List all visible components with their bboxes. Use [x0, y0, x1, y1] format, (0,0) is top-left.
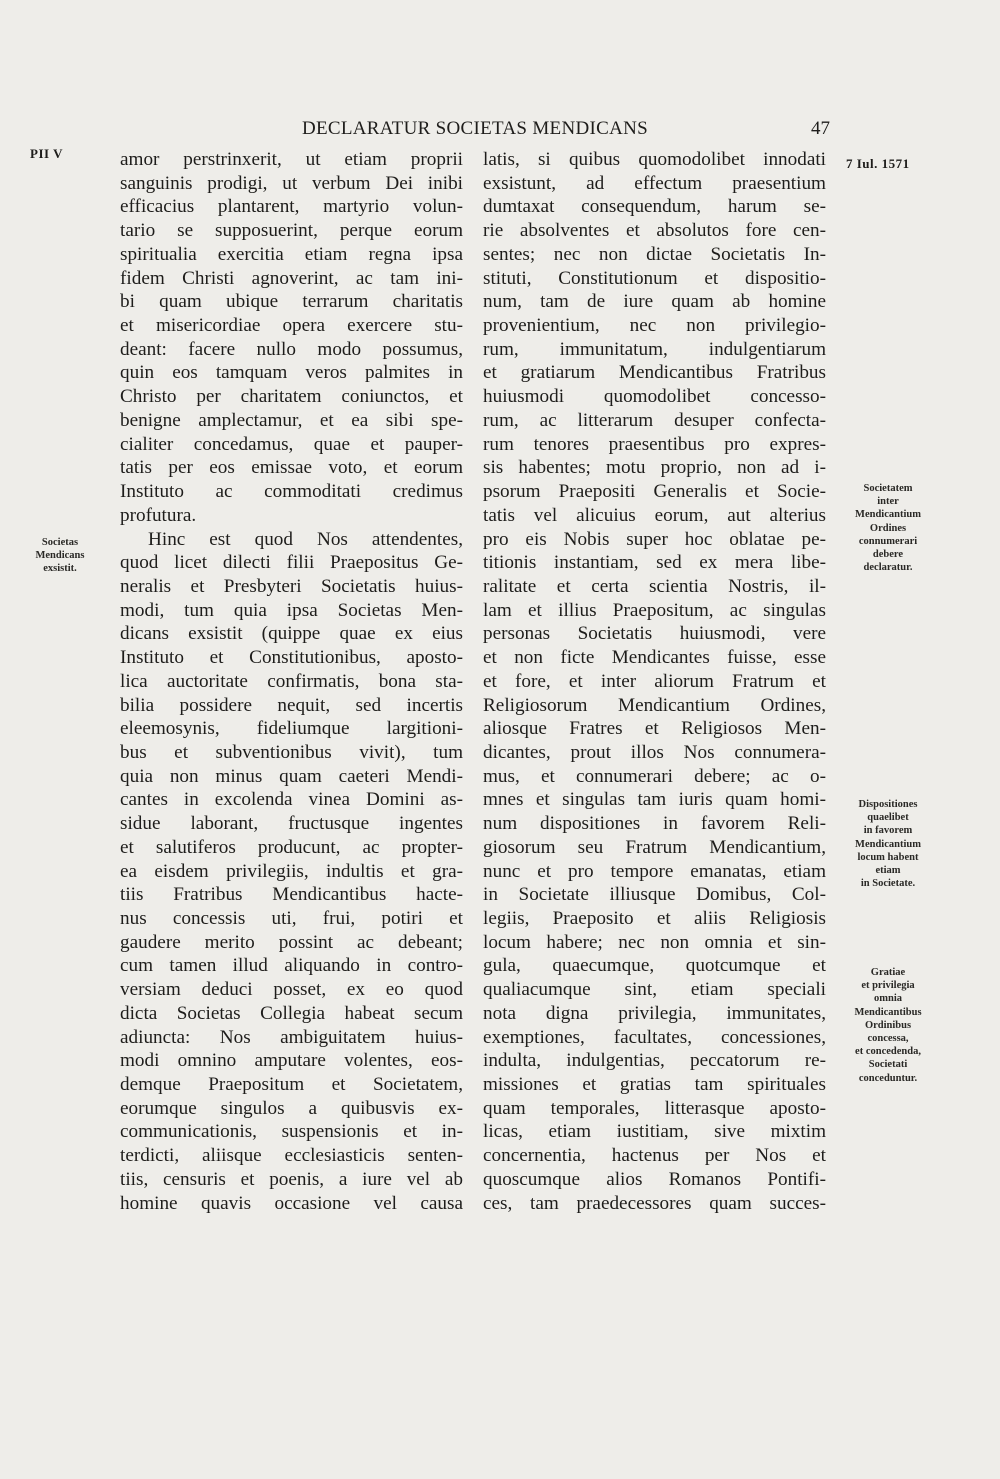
text-line: fidem Christi agnoverint, ac tam ini- [120, 267, 463, 289]
text-line: Instituto ac commoditati credimus [120, 481, 463, 503]
text-line: licas, etiam iustitiam, sive mixtim [483, 1121, 826, 1143]
text-line: tatis vel alicuius eorum, aut alterius [483, 504, 826, 526]
margin-date: 7 Iul. 1571 [846, 156, 910, 171]
text-line: tario se supposuerint, perque eorum [120, 220, 463, 242]
text-line: nota digna privilegia, immunitates, [483, 1002, 826, 1024]
text-line: et salutiferos producunt, ac propter- [120, 836, 463, 858]
page-number: 47 [811, 118, 830, 139]
text-line: profutura. [120, 504, 197, 526]
text-line: aliosque Fratres et Religiosos Men- [483, 718, 826, 740]
margin-note-line: Societati [868, 1059, 908, 1071]
right-text-column [483, 148, 826, 1215]
text-line: neralis et Presbyteri Societatis huius- [120, 575, 463, 597]
text-line: amor perstrinxerit, ut etiam proprii [120, 149, 463, 170]
text-line: huiusmodi quomodolibet concesso- [483, 386, 826, 408]
text-line: demque Praepositum et Societatem, [120, 1074, 463, 1096]
text-line: indulta, indulgentias, peccatorum re- [483, 1050, 826, 1072]
text-line: homine quavis occasione vel causa [120, 1192, 463, 1214]
margin-note-line: Ordinibus [864, 1019, 912, 1031]
margin-note-line: Mendicantium [855, 509, 921, 521]
margin-note-line: Societas [41, 537, 79, 548]
margin-note-line: inter [877, 496, 899, 508]
text-line: terdicti, aliisque ecclesiasticis senten- [120, 1145, 463, 1167]
text-line: ralitate et certa scientia Nostris, il- [483, 575, 826, 597]
margin-note-line: Gratiae [870, 967, 906, 978]
text-line: stituti, Constitutionum et dispositio- [483, 267, 826, 289]
text-line: exemptiones, facultates, concessiones, [483, 1026, 826, 1048]
text-line: nus concessis uti, frui, potiri et [120, 908, 463, 929]
text-line: et gratiarum Mendicantibus Fratribus [483, 362, 826, 384]
margin-note-right-2 [838, 798, 938, 890]
text-line: in Societate illiusque Domibus, Col- [483, 884, 826, 906]
text-line: bi quam ubique terrarum charitatis [120, 291, 463, 313]
text-line: adiuncta: Nos ambiguitatem huius- [120, 1026, 463, 1048]
margin-note-line: exsistit. [43, 563, 77, 575]
text-line: Instituto et Constitutionibus, aposto- [120, 647, 463, 669]
text-line: Hinc est quod Nos attendentes, [148, 528, 463, 550]
text-line: locum habere; nec non omnia et sin- [483, 931, 826, 953]
margin-note-line: conceduntur. [858, 1072, 918, 1084]
margin-note-line: connumerari [858, 535, 918, 547]
text-line: sentes; nec non dictae Societatis In- [483, 243, 826, 265]
margin-note-line: Dispositiones [858, 799, 918, 810]
text-line: qualiacumque sint, etiam speciali [483, 979, 826, 1001]
page-header [120, 118, 830, 142]
text-line: tiis Fratribus Mendicantibus hacte- [120, 884, 463, 906]
text-line: eleemosynis, fideliumque largitioni- [120, 718, 463, 740]
text-line: communicationis, suspensionis et in- [120, 1121, 463, 1143]
margin-note-line: in favorem [863, 825, 913, 837]
margin-note-line: in Societate. [860, 878, 916, 890]
text-line: legiis, Praeposito et aliis Religiosis [483, 908, 826, 929]
margin-note-line: Mendicantibus [854, 1006, 922, 1018]
text-line: et non ficte Mendicantes fuisse, esse [483, 647, 826, 669]
text-line: deant: facere nullo modo possumus, [120, 338, 463, 360]
text-line: rum, ac litterarum desuper confecta- [483, 409, 826, 431]
text-line: sis habentes; motu proprio, non ad i- [483, 457, 826, 479]
text-line: quoscumque alios Romanos Pontifi- [483, 1168, 826, 1190]
margin-note-left [18, 536, 102, 576]
text-line: num dispositiones in favorem Reli- [483, 813, 826, 835]
text-line: quin eos tamquam veros palmites in [120, 362, 463, 384]
text-line: gula, quaecumque, quotcumque et [483, 955, 826, 977]
text-line: missiones et gratias tam spirituales [483, 1074, 826, 1096]
text-line: dicta Societas Collegia habeat secum [120, 1002, 463, 1024]
text-line: dicans exsistit (quippe quae ex eius [120, 623, 463, 645]
margin-note-line: concessa, [867, 1033, 909, 1045]
text-line: psorum Praepositi Generalis et Socie- [483, 481, 826, 503]
left-text-column [120, 148, 463, 1215]
text-line: cantes in excolenda vinea Domini as- [120, 789, 463, 811]
running-title: DECLARATUR SOCIETAS MENDICANS [301, 118, 649, 139]
text-line: cialiter concedamus, quae et pauper- [120, 433, 463, 455]
text-line: spiritualia exercitia etiam regna ipsa [120, 243, 463, 265]
text-line: sidue laborant, fructusque ingentes [120, 813, 463, 835]
text-line: quod licet dilecti filii Praepositus Ge- [120, 552, 463, 574]
text-line: titionis instantiam, sed ex mera libe- [483, 552, 826, 574]
margin-pope-name: PII V [30, 146, 63, 161]
text-line: num, tam de iure quam ab homine [483, 291, 826, 313]
text-line: mus, et connumerari debere; ac o- [483, 765, 826, 787]
text-line: ces, tam praedecessores quam succes- [483, 1192, 826, 1214]
bleed-through-left-1 [20, 424, 100, 484]
margin-note-line: Mendicantium [855, 838, 921, 850]
margin-note-line: Ordines [869, 522, 907, 534]
text-line: Religiosorum Mendicantium Ordines, [483, 694, 826, 716]
text-line: ea eisdem privilegiis, indultis et gra- [120, 860, 463, 882]
text-line: et misericordiae opera exercere stu- [120, 315, 463, 337]
text-line: modi omnino amputare volentes, eos- [120, 1050, 463, 1072]
text-line: Christo per charitatem coniunctos, et [120, 386, 463, 408]
text-line: rum tenores praesentibus pro expres- [483, 433, 826, 455]
text-line: rum, immunitatum, indulgentiarum [483, 338, 826, 360]
margin-note-line: etiam [875, 865, 901, 877]
margin-note-right-3 [838, 966, 938, 1085]
text-line: nunc et pro tempore emanatas, etiam [483, 860, 826, 882]
margin-note-line: declaratur. [863, 562, 913, 574]
text-line: exsistunt, ad effectum praesentium [483, 172, 826, 194]
text-line: benigne amplectamur, et ea sibi spe- [120, 409, 463, 431]
text-line: pro eis Nobis super hoc oblatae pe- [483, 528, 826, 550]
margin-note-line: Societatem [863, 483, 913, 494]
text-line: dicantes, prout illos Nos connumera- [483, 741, 826, 763]
margin-note-line: Mendicans [35, 550, 85, 562]
text-line: modi, tum quia ipsa Societas Men- [120, 599, 463, 621]
text-line: tiis, censuris et poenis, a iure vel ab [120, 1168, 463, 1190]
margin-note-line: quaelibet [867, 812, 909, 824]
margin-note-line: et privilegia [861, 980, 915, 992]
text-line: efficacius plantarent, martyrio volun- [120, 196, 463, 218]
text-line: bus et subventionibus vivit), tum [120, 741, 463, 763]
text-line: tatis per eos emissae voto, et eorum [120, 457, 463, 479]
margin-note-right-1 [838, 482, 938, 574]
text-line: gaudere merito possint ac debeant; [120, 931, 463, 953]
margin-note-line: et concedenda, [855, 1046, 921, 1058]
text-line: eorumque singulos a quibusvis ex- [120, 1097, 463, 1119]
text-line: cum tamen illud aliquando in contro- [120, 955, 463, 977]
text-line: dumtaxat consequendum, harum se- [483, 196, 826, 218]
text-line: concernentia, hactenus per Nos et [483, 1145, 826, 1167]
text-line: rie absolventes et absolutos fore cen- [483, 220, 826, 242]
text-line: quam temporales, litterasque aposto- [483, 1097, 826, 1119]
text-line: giosorum seu Fratrum Mendicantium, [483, 836, 826, 858]
text-line: provenientium, nec non privilegio- [483, 315, 826, 337]
text-line: latis, si quibus quomodolibet innodati [483, 149, 826, 170]
margin-note-line: locum habent [857, 851, 919, 863]
text-line: personas Societatis huiusmodi, vere [483, 623, 826, 645]
text-line: lica auctoritate confirmatis, bona sta- [120, 670, 463, 692]
text-line: quia non minus quam caeteri Mendi- [120, 765, 463, 787]
text-line: mnes et singulas tam iuris quam homi- [483, 789, 826, 811]
text-line: lam et illius Praepositum, ac singulas [483, 599, 826, 621]
text-line: versiam deduci posset, ex eo quod [120, 979, 463, 1001]
text-line: sanguinis prodigi, ut verbum Dei inibi [120, 172, 463, 194]
text-line: et fore, et inter aliorum Fratrum et [483, 670, 826, 692]
text-line: bilia possidere nequit, sed incertis [120, 694, 463, 716]
margin-note-line: omnia [873, 993, 902, 1005]
margin-note-line: debere [872, 549, 904, 561]
